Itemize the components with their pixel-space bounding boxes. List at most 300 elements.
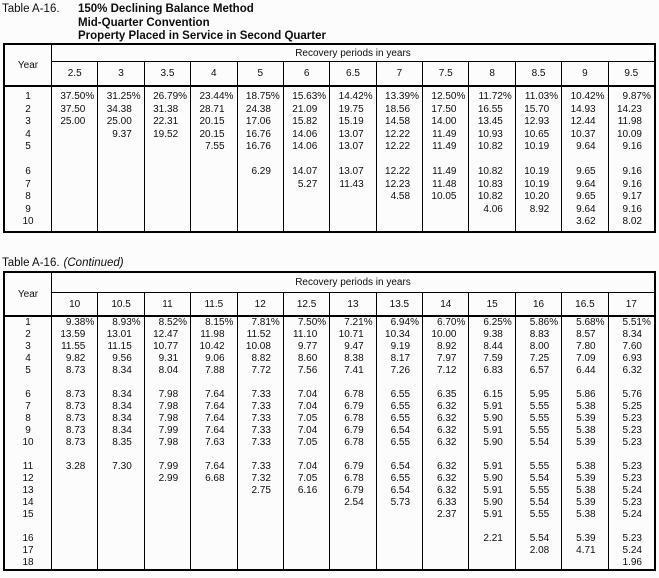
row-group-spacer: [330, 449, 375, 461]
data-cell-year12-period11: 2.99: [158, 473, 179, 484]
data-cell-year7-period11.5: 7.64: [205, 401, 225, 412]
data-cell-year5-period8: 10.82: [477, 141, 503, 152]
data-cell-year10-period11: 7.98: [158, 437, 179, 448]
column-header-9: 9: [561, 62, 607, 85]
data-cell-year16-period16: 5.54: [529, 533, 550, 544]
data-cell-year8-period15: 5.90: [483, 413, 503, 424]
data-cell-year4-period10: 9.82: [65, 353, 86, 364]
data-cell-year17-period17: 5.24: [622, 545, 642, 556]
data-cell-year10-period9.5: 8.02: [622, 216, 642, 227]
column-header-9.5: 9.5: [608, 62, 654, 85]
data-cell-year5-period11: 8.04: [158, 365, 179, 376]
data-cell-year13-period12: 2.75: [251, 485, 271, 496]
data-cell-year7-period12.5: 7.04: [297, 401, 318, 412]
column-header-8.5: 8.5: [515, 62, 561, 85]
data-cell-year8-period3: [98, 191, 143, 204]
data-column-9.5: [608, 85, 654, 231]
data-cell-year9-period12: 7.33: [251, 425, 271, 436]
data-cell-year11-period16: 5.55: [529, 461, 550, 472]
data-cell-year1-period16: 5.86%: [529, 317, 559, 328]
percent-sign: %: [178, 317, 188, 328]
recovery-periods-header: Recovery periods in years: [51, 273, 654, 293]
data-cell-year17-period11.5: [191, 545, 236, 557]
data-column-16.5: [561, 315, 607, 569]
data-cell-year6-period5: 6.29: [251, 166, 271, 177]
row-group-spacer: [238, 449, 283, 461]
column-header-11.5: 11.5: [190, 293, 236, 315]
data-column-2.5: [51, 85, 97, 231]
data-cell-year5-period12.5: 7.56: [297, 365, 318, 376]
data-cell-year15-period16.5: 5.38: [576, 509, 596, 520]
percent-sign: %: [131, 317, 141, 328]
data-cell-year3-period8: 13.45: [477, 116, 503, 127]
data-cell-year1-period10: 9.38%: [65, 317, 95, 328]
data-cell-year7-period5: [238, 179, 283, 192]
data-column-3: [97, 85, 143, 231]
data-cell-year1-period3.5: 26.79%: [153, 91, 188, 102]
data-cell-year12-period17: 5.23: [622, 473, 642, 484]
data-cell-year6-period16: 5.95: [529, 389, 550, 400]
year-cell-15: 15: [22, 509, 34, 520]
data-cell-year8-period14: 6.32: [436, 413, 457, 424]
continued-note: (Continued): [63, 257, 124, 269]
data-cell-year10-period14: 6.32: [436, 437, 457, 448]
data-cell-year18-period16.5: [562, 557, 607, 569]
column-header-14: 14: [422, 293, 468, 315]
column-header-12: 12: [237, 293, 283, 315]
data-cell-year15-period17: 5.24: [622, 509, 642, 520]
data-cell-year9-period16: 5.55: [529, 425, 550, 436]
data-column-12: [237, 315, 283, 569]
data-cell-year13-period11.5: [191, 485, 236, 497]
data-cell-year16-period14: [423, 533, 468, 545]
percent-sign: %: [270, 91, 280, 102]
data-cell-year17-period10.5: [98, 545, 143, 557]
data-cell-year7-period16: 5.55: [529, 401, 550, 412]
year-cell-16: 16: [22, 533, 34, 544]
data-cell-year12-period12.5: 7.05: [297, 473, 318, 484]
data-column-17: [608, 315, 654, 569]
data-cell-year7-period10: 8.73: [65, 401, 86, 412]
data-cell-year8-period12.5: 7.05: [297, 413, 318, 424]
data-column-6.5: [329, 85, 375, 231]
percent-sign: %: [131, 91, 141, 102]
data-cell-year11-period11.5: 7.64: [205, 461, 225, 472]
data-cell-year14-period12.5: [284, 497, 329, 509]
data-cell-year14-period17: 5.23: [622, 497, 642, 508]
data-cell-year1-period2.5: 37.50%: [60, 91, 95, 102]
data-column-8: [468, 85, 514, 231]
data-cell-year8-period13.5: 6.55: [390, 413, 411, 424]
percent-sign: %: [317, 91, 327, 102]
column-header-16.5: 16.5: [561, 293, 607, 315]
data-cell-year9-period13: 6.79: [344, 425, 364, 436]
data-cell-year18-period13.5: [377, 557, 422, 569]
data-cell-year7-period8: 10.83: [477, 178, 503, 190]
year-cell-5: 5: [25, 141, 31, 152]
data-cell-year9-period6.5: [330, 204, 375, 217]
row-group-spacer: [423, 521, 468, 533]
data-cell-year7-period17: 5.25: [622, 401, 642, 412]
data-column-4: [190, 85, 236, 231]
data-cell-year1-period12.5: 7.50%: [297, 317, 327, 328]
row-group-spacer: [145, 521, 190, 533]
data-cell-year4-period12: 8.82: [251, 353, 271, 364]
data-cell-year17-period13.5: [377, 545, 422, 557]
data-cell-year1-period3: 31.25%: [106, 91, 141, 102]
data-cell-year3-period13.5: 9.19: [390, 341, 411, 352]
row-group-spacer: [145, 154, 190, 167]
data-cell-year2-period12: 11.52: [246, 329, 271, 340]
data-cell-year17-period16.5: 4.71: [576, 545, 596, 556]
year-cell-3: 3: [25, 116, 31, 127]
data-cell-year2-period2.5: 37.50: [60, 103, 86, 115]
data-cell-year7-period3: [98, 179, 143, 192]
row-group-spacer: [516, 377, 561, 389]
row-group-spacer: [191, 154, 236, 167]
data-cell-year1-period7.5: 12.50%: [431, 91, 466, 102]
data-cell-year10-period10: 8.73: [65, 437, 86, 448]
data-cell-year5-period10: 8.73: [65, 365, 86, 376]
row-group-spacer: [145, 377, 190, 389]
data-cell-year2-period8.5: 15.70: [524, 103, 550, 115]
data-cell-year14-period16.5: 5.39: [576, 497, 596, 508]
table-number-label: Table A-16.: [2, 3, 60, 15]
data-cell-year4-period13: 8.38: [344, 353, 364, 364]
data-cell-year5-period4: 7.55: [205, 141, 225, 152]
data-cell-year9-period8.5: 8.92: [529, 203, 550, 215]
row-group-spacer: [609, 154, 654, 167]
row-group-spacer: [98, 449, 143, 461]
data-cell-year12-period10: [52, 473, 97, 485]
data-column-7: [376, 85, 422, 231]
data-cell-year11-period16.5: 5.38: [576, 461, 596, 472]
data-cell-year2-period10.5: 13.01: [106, 329, 132, 340]
data-cell-year17-period16: 2.08: [529, 545, 550, 556]
row-group-spacer: [5, 521, 51, 533]
data-cell-year5-period6: 14.06: [292, 141, 318, 152]
column-header-13.5: 13.5: [376, 293, 422, 315]
data-column-14: [422, 315, 468, 569]
data-cell-year14-period11: [145, 497, 190, 509]
data-cell-year8-period3.5: [145, 191, 190, 204]
data-cell-year3-period7: 14.58: [385, 116, 411, 127]
data-cell-year18-period11: [145, 557, 190, 569]
data-cell-year5-period7: 12.22: [385, 141, 411, 152]
row-group-spacer: [238, 154, 283, 167]
title-lines: [78, 3, 326, 44]
row-group-spacer: [609, 521, 654, 533]
data-cell-year10-period3.5: [145, 216, 190, 229]
data-cell-year4-period11: 9.31: [158, 353, 179, 364]
data-cell-year3-period7.5: 14.00: [431, 116, 457, 127]
data-cell-year1-period15: 6.25%: [483, 317, 512, 328]
data-cell-year3-period9.5: 11.98: [617, 116, 642, 127]
data-cell-year2-period9: 14.93: [570, 103, 596, 115]
data-cell-year9-period3.5: [145, 204, 190, 217]
data-cell-year7-period14: 6.32: [436, 401, 457, 412]
data-cell-year7-period12: 7.33: [251, 401, 271, 412]
data-cell-year12-period10.5: [98, 473, 143, 485]
data-cell-year16-period12: [238, 533, 283, 545]
data-cell-year2-period11.5: 11.98: [200, 329, 225, 340]
percent-sign: %: [642, 91, 651, 102]
row-group-spacer: [469, 154, 514, 167]
data-cell-year11-period13.5: 6.54: [390, 461, 411, 472]
row-group-spacer: [5, 154, 51, 167]
year-header-cell: Year: [17, 59, 39, 71]
column-header-3: 3: [97, 62, 143, 85]
data-cell-year3-period8.5: 12.93: [524, 116, 550, 127]
data-cell-year9-period11: 7.99: [158, 425, 179, 436]
data-cell-year6-period4: [191, 166, 236, 179]
percent-sign: %: [270, 317, 280, 328]
column-header-10.5: 10.5: [97, 293, 143, 315]
data-cell-year17-period11: [145, 545, 190, 557]
data-cell-year2-period3.5: 31.38: [153, 103, 179, 115]
data-cell-year3-period6: 15.82: [292, 116, 318, 127]
percent-sign: %: [363, 91, 373, 102]
data-cell-year18-period10.5: [98, 557, 143, 569]
data-cell-year9-period7.5: [423, 204, 468, 217]
data-cell-year14-period10: [52, 497, 97, 509]
data-cell-year4-period6: 14.06: [292, 128, 318, 140]
data-cell-year6-period6: 14.07: [292, 166, 318, 177]
data-cell-year4-period7: 12.22: [385, 128, 411, 140]
row-group-spacer: [98, 377, 143, 389]
data-cell-year6-period14: 6.35: [436, 389, 457, 400]
data-cell-year12-period13: 6.78: [344, 473, 364, 484]
data-cell-year4-period10.5: 9.56: [112, 353, 132, 364]
data-cell-year12-period16: 5.54: [529, 473, 550, 484]
year-cell-5: 5: [25, 365, 31, 376]
data-cell-year15-period15: 5.91: [483, 509, 503, 520]
data-cell-year16-period10.5: [98, 533, 143, 545]
row-group-spacer: [52, 521, 97, 533]
column-header-3.5: 3.5: [144, 62, 190, 85]
data-cell-year10-period12.5: 7.05: [297, 437, 318, 448]
data-cell-year4-period6.5: 13.07: [338, 128, 364, 140]
data-cell-year5-period16.5: 6.44: [576, 365, 596, 376]
data-cell-year6-period9.5: 9.16: [622, 166, 642, 177]
data-cell-year9-period3: [98, 204, 143, 217]
data-cell-year1-period13: 7.21%: [344, 317, 373, 328]
percent-sign: %: [410, 91, 419, 102]
data-cell-year3-period5: 17.06: [245, 116, 271, 127]
data-cell-year6-period7.5: 11.49: [432, 166, 457, 177]
data-cell-year10-period12: 7.33: [251, 437, 271, 448]
data-cell-year6-period16.5: 5.86: [576, 389, 596, 400]
data-cell-year12-period15: 5.90: [483, 473, 503, 484]
data-cell-year8-period10.5: 8.34: [112, 413, 132, 424]
data-cell-year16-period12.5: [284, 533, 329, 545]
data-cell-year3-period3.5: 22.31: [153, 116, 179, 127]
row-group-spacer: [562, 154, 607, 167]
column-header-16: 16: [515, 293, 561, 315]
data-cell-year10-period4: [191, 216, 236, 229]
data-cell-year3-period6.5: 15.19: [338, 116, 364, 127]
data-cell-year1-period5: 18.75%: [245, 91, 280, 102]
year-cell-13: 13: [22, 485, 34, 496]
title-line-3: Property Placed in Service in Second Quarter: [78, 30, 326, 42]
data-cell-year9-period14: 6.32: [436, 425, 457, 436]
data-cell-year2-period16.5: 8.57: [576, 329, 596, 340]
data-cell-year17-period12.5: [284, 545, 329, 557]
data-cell-year4-period9: 10.37: [570, 128, 596, 140]
data-cell-year16-period15: 2.21: [483, 533, 503, 544]
data-cell-year13-period16: 5.55: [529, 485, 550, 496]
column-header-4: 4: [190, 62, 236, 85]
data-cell-year11-period12: 7.33: [251, 461, 271, 472]
data-cell-year2-period4: 28.71: [199, 103, 225, 115]
data-cell-year5-period17: 6.32: [622, 365, 642, 376]
data-cell-year7-period9.5: 9.16: [622, 178, 642, 190]
data-cell-year10-period6: [284, 216, 329, 229]
data-cell-year17-period14: [423, 545, 468, 557]
data-cell-year8-period17: 5.23: [622, 413, 642, 424]
data-cell-year2-period12.5: 11.10: [293, 329, 318, 340]
data-cell-year3-period10: 11.55: [61, 341, 86, 352]
data-cell-year7-period16.5: 5.38: [576, 401, 596, 412]
data-cell-year3-period12: 10.08: [245, 341, 271, 352]
data-cell-year6-period6.5: 13.07: [338, 166, 364, 177]
data-cell-year4-period15: 7.59: [483, 353, 503, 364]
data-cell-year13-period13: 6.79: [344, 485, 364, 496]
data-cell-year6-period12: 7.33: [251, 389, 271, 400]
data-cell-year1-period17: 5.51%: [622, 317, 651, 328]
data-cell-year3-period17: 7.60: [622, 341, 642, 352]
data-cell-year1-period9: 10.42%: [570, 91, 605, 102]
data-cell-year7-period4: [191, 179, 236, 192]
row-group-spacer: [423, 154, 468, 167]
data-cell-year4-period2.5: [52, 129, 97, 142]
data-cell-year1-period9.5: 9.87%: [622, 91, 651, 102]
data-cell-year18-period12: [238, 557, 283, 569]
data-cell-year10-period10.5: 8.35: [112, 437, 132, 448]
year-cell-6: 6: [25, 166, 31, 177]
data-cell-year2-period13.5: 10.34: [385, 329, 411, 340]
data-cell-year1-period16.5: 5.68%: [576, 317, 605, 328]
data-cell-year7-period7: 12.23: [385, 178, 411, 190]
data-cell-year11-period13: 6.79: [344, 461, 364, 472]
data-cell-year6-period8: 10.82: [477, 166, 503, 177]
data-cell-year18-period13: [330, 557, 375, 569]
data-cell-year3-period3: 25.00: [106, 116, 132, 127]
data-cell-year11-period12.5: 7.04: [297, 461, 318, 472]
row-group-spacer: [423, 449, 468, 461]
data-cell-year16-period11.5: [191, 533, 236, 545]
year-cell-10: 10: [22, 437, 34, 448]
data-cell-year17-period15: [469, 545, 514, 557]
percent-sign: %: [642, 317, 651, 328]
year-cell-7: 7: [25, 178, 31, 190]
year-cell-8: 8: [25, 191, 31, 202]
year-cell-1: 1: [25, 317, 31, 328]
year-cell-3: 3: [25, 341, 31, 352]
row-group-spacer: [5, 377, 51, 389]
column-header-17: 17: [608, 293, 654, 315]
data-cell-year13-period10.5: [98, 485, 143, 497]
row-group-spacer: [98, 521, 143, 533]
data-column-3.5: [144, 85, 190, 231]
data-cell-year18-period14: [423, 557, 468, 569]
year-column: [5, 85, 51, 231]
row-group-spacer: [5, 449, 51, 461]
data-cell-year11-period17: 5.23: [622, 461, 642, 472]
data-cell-year8-period8.5: 10.20: [524, 191, 550, 202]
data-cell-year4-period16: 7.25: [529, 353, 550, 364]
data-cell-year15-period11.5: [191, 509, 236, 521]
year-cell-1: 1: [25, 91, 31, 102]
percent-sign: %: [224, 91, 234, 102]
data-cell-year7-period10.5: 8.34: [112, 401, 132, 412]
row-group-spacer: [516, 521, 561, 533]
data-cell-year3-period16.5: 7.80: [576, 341, 596, 352]
percent-sign: %: [224, 317, 234, 328]
percent-sign: %: [178, 91, 188, 102]
data-cell-year9-period10.5: 8.34: [112, 425, 132, 436]
data-cell-year4-period13.5: 8.17: [390, 353, 411, 364]
data-cell-year1-period6.5: 14.42%: [338, 91, 373, 102]
percent-sign: %: [456, 91, 466, 102]
data-cell-year9-period2.5: [52, 204, 97, 217]
year-column: [5, 315, 51, 569]
data-cell-year9-period9: 9.64: [576, 203, 596, 215]
data-cell-year9-period11.5: 7.64: [205, 425, 225, 436]
data-cell-year10-period17: 5.23: [622, 437, 642, 448]
data-cell-year2-period13: 10.71: [338, 329, 364, 340]
percent-sign: %: [595, 317, 605, 328]
data-cell-year3-period14: 8.92: [436, 341, 457, 352]
year-cell-9: 9: [25, 203, 31, 215]
data-cell-year6-period10: 8.73: [65, 389, 86, 400]
column-header-6: 6: [283, 62, 329, 85]
data-cell-year3-period16: 8.00: [529, 341, 550, 352]
data-cell-year8-period10: 8.73: [65, 413, 86, 424]
data-cell-year9-period16.5: 5.38: [576, 425, 596, 436]
row-group-spacer: [330, 377, 375, 389]
data-cell-year9-period5: [238, 204, 283, 217]
data-cell-year15-period12.5: [284, 509, 329, 521]
year-cell-2: 2: [25, 103, 31, 115]
data-cell-year6-period3: [98, 166, 143, 179]
data-cell-year5-period11.5: 7.88: [205, 365, 225, 376]
row-group-spacer: [562, 449, 607, 461]
data-cell-year12-period16.5: 5.39: [576, 473, 596, 484]
data-cell-year4-period16.5: 7.09: [576, 353, 596, 364]
column-header-13: 13: [329, 293, 375, 315]
column-header-5: 5: [237, 62, 283, 85]
row-group-spacer: [377, 449, 422, 461]
data-cell-year7-period11: 7.98: [158, 401, 179, 412]
year-cell-17: 17: [22, 545, 34, 556]
data-cell-year2-period5: 24.38: [245, 103, 271, 115]
data-cell-year2-period3: 34.38: [106, 103, 132, 115]
data-cell-year13-period14: 6.32: [436, 485, 457, 496]
data-cell-year2-period6: 21.09: [292, 103, 318, 115]
data-cell-year8-period6.5: [330, 191, 375, 204]
year-cell-4: 4: [25, 353, 31, 364]
row-group-spacer: [52, 154, 97, 167]
data-cell-year9-period6: [284, 204, 329, 217]
row-group-spacer: [98, 154, 143, 167]
row-group-spacer: [562, 521, 607, 533]
data-cell-year7-period9: 9.64: [576, 178, 596, 190]
data-cell-year3-period12.5: 9.77: [297, 341, 318, 352]
data-cell-year8-period11.5: 7.64: [205, 413, 225, 424]
data-cell-year10-period15: 5.90: [483, 437, 503, 448]
data-cell-year18-period10: [52, 557, 97, 569]
